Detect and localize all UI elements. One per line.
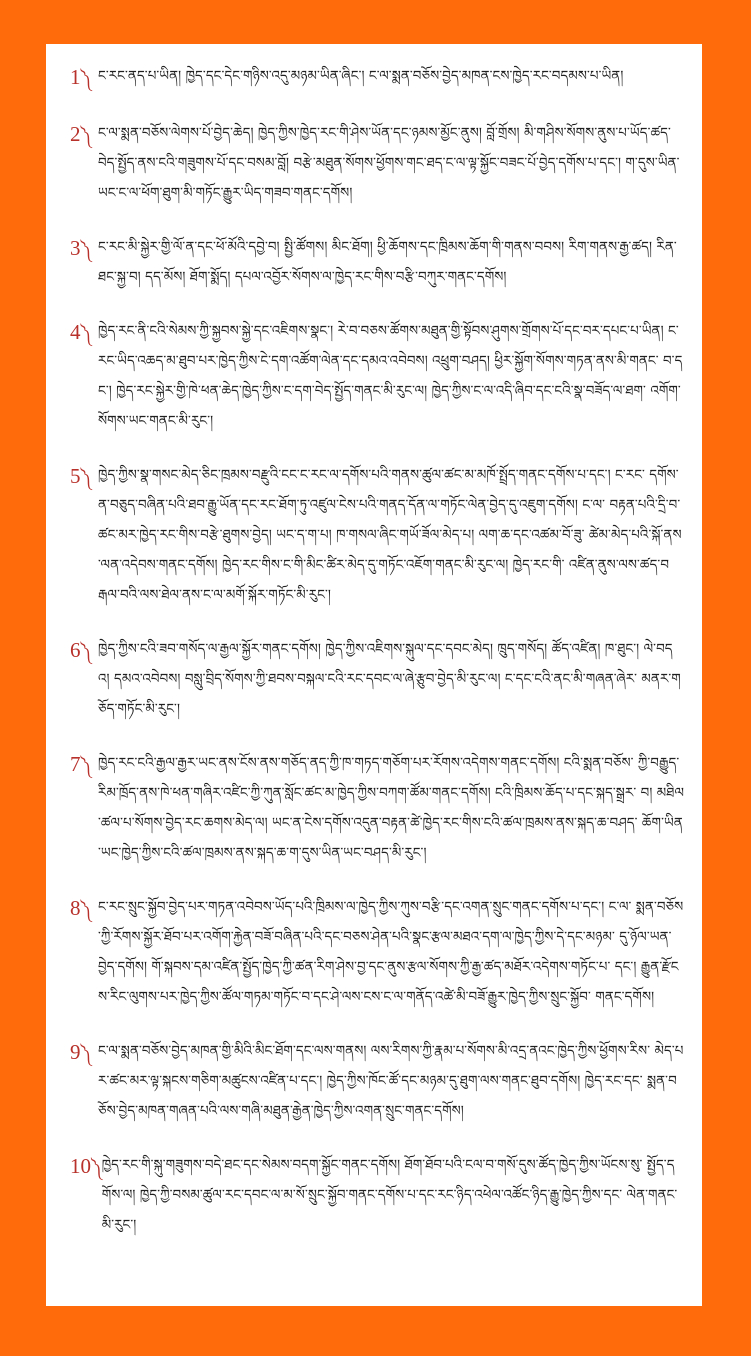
list-item	[70, 1037, 684, 1127]
list-item	[70, 893, 684, 1013]
item-text: ང་རང་ནད་པ་ཡིན། ཁྱེད་དང་དེང་གཉིས་འདུ་མཉམ་ཡིན་ཞིང་། ང་ལ་སྨན་བཅོས་བྱེད་མཁན་ངས་ཁྱེད་རང་བདམས་པ་ཡིན།	[98, 69, 624, 84]
item-number: 7༽	[70, 752, 92, 776]
list-item	[70, 317, 684, 437]
item-number: 9༽	[70, 1040, 92, 1064]
item-text: ཁྱེད་རང་ནི་ངའི་སེམས་ཀྱི་སྐྱབས་སྐྱེ་དང་འཇིགས་སྣང་། རེ་བ་བཅས་ཚོགས་མཐུན་གྱི་སྟོབས་ཤུགས་གྲོགས་པོ་དང་བར་དཔང་པ་ཡིན། ང་རང་ཡིད་འཆད་མ་ཐུབ་པར་ཁྱེད་ཀྱིས་ངེ་དག་འཚོག་ལེན་དང་དམའ་འབེབས། འཕྲུག་བཤད། ཕྱིར་སྐྱོག་སོགས་གཏན་ནས་མི་གནང་ བ་དང་། ཁྱེད་རང་སྐྱེར་གྱི་ཁེ་ཕན་ཆེད་ཁྱེད་ཀྱིས་ང་དག་བེད་སྤྱོད་གནང་མི་རུང་ལ། ཁྱེད་ཀྱིས་ང་ལ་འདི་ཞིབ་དང་ངའི་སྣ་བཟོད་ལ་ཐག་ འགོག་སོགས་ཡང་གནང་མི་རུང་།	[98, 324, 683, 429]
list-item	[70, 749, 684, 869]
item-text: ང་ལ་སྨན་བཅོས་ལེགས་པོ་བྱེད་ཆེད། ཁྱེད་ཀྱིས་ཁྱེད་རང་གི་ཤེས་ཡོན་དང་ཉམས་མྱོང་ནུས། བློ་གྲོས། མི་གཤིས་སོགས་ནུས་པ་ཡོད་ཚད་ བེད་སྤྱོད་ནས་ངའི་གཟུགས་པོ་དང་བསམ་བློ། བརྩེ་མཐུན་སོགས་ཕྱོགས་གང་ཐད་ང་ལ་ལྟ་སྐྱོང་བཟང་པོ་བྱེད་དགོས་པ་དང་། ག་དུས་ཡིན་ ཡང་ང་ལ་ཕོག་ཐུག་མི་གཏོང་རྒྱུར་ཡིད་གཟབ་གནང་དགོས།	[98, 126, 680, 201]
item-number: 4༽	[70, 320, 92, 344]
document-page	[46, 44, 702, 1306]
item-number: 2༽	[70, 122, 92, 146]
item-number: 10༽	[70, 1154, 102, 1178]
list-item	[70, 635, 684, 725]
item-text: ང་ལ་སྨན་བཅོས་བྱེད་མཁན་གྱི་མིའི་མིང་ཐོག་དང་ལས་གནས། ལས་རིགས་ཀྱི་རྣམ་པ་སོགས་མི་འདྲ་ནའང་ཁྱེད་ཀྱིས་ཕྱོགས་རིས་ མེད་པར་ཚང་མར་ལྟ་སྐངས་གཅིག་མཚུངས་འཛིན་པ་དང་། ཁྱེད་ཀྱིས་ཁོང་ཚོ་དང་མཉམ་དུ་ཐུག་ལས་གནང་ཐུབ་དགོས། ཁྱེད་རང་དང་ སྨན་བཅོས་བྱེད་མཁན་གཞན་པའི་ལས་གཞི་མཐུན་རྒྱེན་ཁྱེད་ཀྱིས་འགན་སྲུང་གནང་དགོས།	[98, 1044, 684, 1119]
item-text: ང་རང་མི་སྐྱེར་གྱི་ལོ་ན་དང་ཕོ་མོའི་དབྱེ་བ། སྤྱི་ཚོགས། མིང་ཐོག། ཕྱི་ཆོགས་དང་ཁྲིམས་ཆོག་གི་གནས་བབས། རིག་གནས་རྒྱ་ཚད། རིན་ཐང་སྐྱ་བ། དད་མོས། ཐོག་སྨོད། དཔལ་འབྱོར་སོགས་ལ་ཁྱེད་རང་གིས་བརྩི་བཀུར་གནང་དགོས།	[98, 240, 677, 285]
item-text: ཁྱེད་རང་གི་སྐུ་གཟུགས་བདེ་ཐང་དང་སེམས་བདག་སྐྱོང་གནང་དགོས། ཐོག་ཐོབ་པའི་ངལ་བ་གསོ་དུས་ཚོད་ཁྱེད་ཀྱིས་ཡོངས་སུ་ སྤྱོད་དགོས་ལ། ཁྱེད་ཀྱི་བསམ་ཚུལ་རང་དབང་ལ་མ་སོ་སྲུང་སྐྱོབ་གནང་དགོས་པ་དང་རང་ཉིད་འཕེལ་འཚོང་ཉིད་རྒྱུ་ཁྱེད་ཀྱིས་དང་ ལེན་གནང་མི་རུང་།	[101, 1158, 678, 1233]
item-number: 5༽	[70, 464, 92, 488]
list-item	[70, 233, 684, 293]
item-number: 1༽	[70, 65, 92, 89]
item-number: 8༽	[70, 896, 92, 920]
list-item	[70, 62, 684, 95]
list-item	[70, 119, 684, 209]
item-text: ཁྱེད་ཀྱིས་ངའི་ཟབ་གསོད་ལ་རྒྱལ་སྐྱོར་གནང་དགོས། ཁྱེད་ཀྱིས་འཇིགས་སྐུལ་དང་དབང་མེད། ཁྲུད་གསོད། ཚོད་འཛིན། ཁ་ཐུང་། ལེ་བདའ། དམའ་འབེབས། བསླུ་བྲིད་སོགས་ཀྱི་ཐབས་བསྐལ་ངའི་རང་དབང་ལ་ཞེ་རྩུབ་བྱེད་མི་རུང་ལ། ང་དང་ངའི་ནང་མི་གཞན་ཞེར་ མནར་གཅོད་གཏོང་མི་རུང་།	[98, 642, 681, 717]
item-number: 6༽	[70, 638, 92, 662]
list-item	[70, 461, 684, 611]
item-text: ང་རང་སྲུང་སྐྱོབ་བྱེད་པར་གཏན་འབེབས་ཡོད་པའི་ཁྲིམས་ལ་ཁྱེད་ཀྱིས་ཀུས་བརྩི་དང་འགན་སྲུང་གནང་དགོས་པ་དང་། ང་ལ་ སྨན་བཅོས་ཀྱི་རོགས་སྐྱོར་ཐོབ་པར་འགོག་རྐྱེན་བཟོ་བཞིན་པའི་དང་བཅས་ཤེན་པའི་སྣང་རྩལ་མཐའ་དག་ལ་ཁྱེད་ཀྱིས་དེ་དང་མཉམ་ དུ་ཉོལ་ཡན་བྱེད་དགོས། གོ་སྐབས་དམ་འཛིན་སྤྱོད་ཁྱེད་ཀྱི་ཚན་རིག་ཤེས་བྱ་དང་ནུས་རྩལ་སོགས་ཀྱི་རྒྱ་ཚད་མཐོར་འདེགས་གཏོང་པ་ དང་། རྒྱུན་རྫོངས་རིང་ལུགས་པར་ཁྱེད་ཀྱིས་ཚོལ་གཏམ་གཏོང་བ་དང་ཤེ་ལས་ངས་ང་ལ་གནོད་འཚེ་མི་བཟོ་རྒྱུར་ཁྱེད་ཀྱིས་སྲུང་སྐྱོབ་ གནང་དགོས།	[98, 900, 684, 1005]
item-text: ཁྱེད་རང་ངའི་རྒྱལ་རྒྱར་ཡང་ནས་ངོས་ནས་གཅོད་ནད་ཀྱི་ཁ་གཏད་གཅོག་པར་རོགས་འདེགས་གནང་དགོས། ངའི་སྨན་བཅོས་ ཀྱི་བརྒྱུད་རིམ་ཁྲོད་ནས་ཁེ་ཕན་གཞིར་འཛིང་ཀྱི་ཀུན་སློང་ཚང་མ་ཁྱེད་ཀྱིས་བཀག་ཚོམ་གནང་དགོས། ངའི་ཁྲིམས་ཆོད་པ་དང་སྐད་སྒྲར་ བ། མཐིལ་ཚལ་པ་སོགས་བྱེད་རང་ཆགས་མེད་ལ། ཡང་ན་ངེས་དགོས་འདུན་བརྟན་ཚེ་ཁྱེད་རང་གིས་ངའི་ཚལ་ཁྲམས་ནས་སྐད་ཆ་བཤད་ ཆོག་ཡིན་ཡང་ཁྱེད་ཀྱིས་ངའི་ཚལ་ཁྲམས་ནས་སྐད་ཆ་ག་དུས་ཡིན་ཡང་བཤད་མི་རུང་།	[98, 756, 685, 861]
item-number: 3༽	[70, 236, 92, 260]
item-text: ཁྱེད་ཀྱིས་སྣ་གསང་མེད་ཅིང་ཁྲམས་བརྫུའི་ངང་ང་རང་ལ་དགོས་པའི་གནས་ཚུལ་ཚང་མ་མཁོ་སྤྲོད་གནང་དགོས་པ་དང་། ང་རང་ དགོས་ན་བཅུད་བཞིན་པའི་ཐབ་རྒྱུ་ཡོན་དང་རང་ཐོག་ཏུ་འཛུལ་ངེས་པའི་གནད་དོན་ལ་གཏོང་ལེན་བྱེད་དུ་འཇུག་དགོས། ང་ལ་ བརྟན་པའི་དྲི་བ་ཚང་མར་ཁྱེད་རང་གིས་བརྩེ་ཐུགས་བྱེད། ཡང་ད་ག་པ། ཁ་གསལ་ཞིང་གཡོ་ཟོལ་མེད་པ། ལག་ཆ་དང་འཚམ་བོ་ཟུ་ ཚེམ་མེད་པའི་སྐོ་ནས་ལན་འདེབས་གནང་དགོས། ཁྱེད་རང་གིས་ང་གི་མིང་ཚིར་མེད་དུ་གཏོང་འཇོག་གནང་མི་རུང་ལ། ཁྱེད་རང་གི་ འཛིན་ནུས་ལས་ཚད་བརྒལ་བའི་ལས་ཐེལ་ནས་ང་ལ་མགོ་སྐོར་གཏོང་མི་རུང་།	[98, 468, 682, 603]
list-item	[70, 1151, 684, 1241]
